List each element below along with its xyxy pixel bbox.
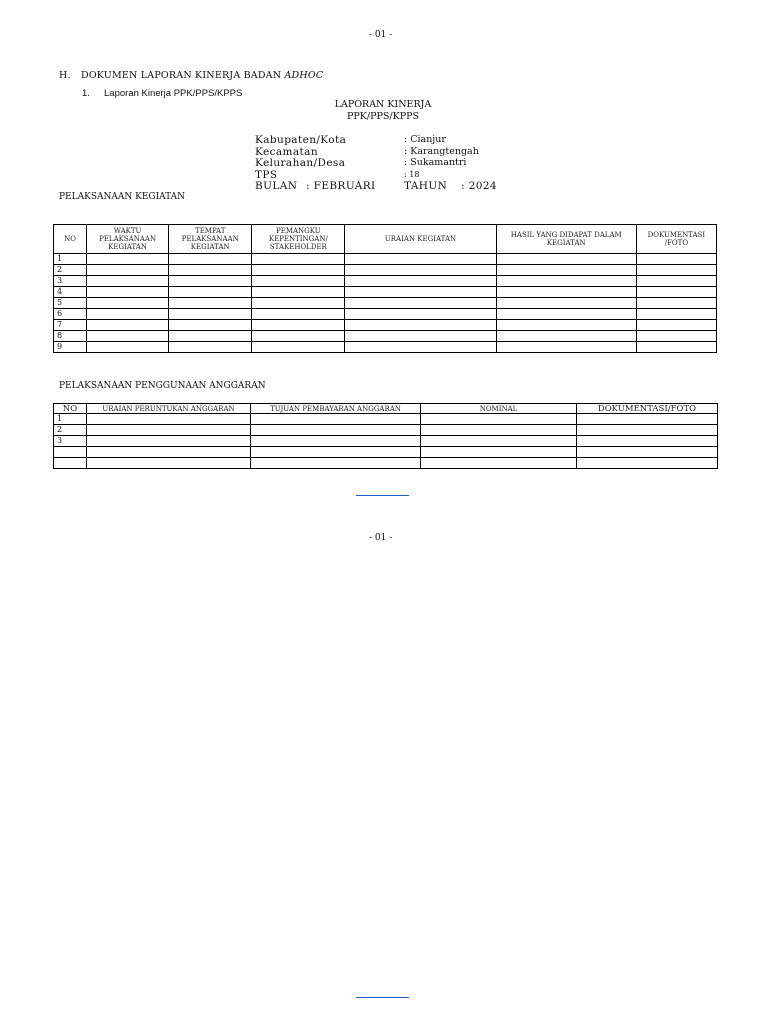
table-cell[interactable] bbox=[87, 287, 169, 298]
table-row bbox=[54, 265, 717, 276]
table-cell[interactable] bbox=[636, 276, 716, 287]
table-cell[interactable] bbox=[421, 425, 577, 436]
table-cell[interactable] bbox=[252, 265, 345, 276]
bulan-label: BULAN bbox=[255, 180, 298, 192]
table-cell[interactable] bbox=[87, 436, 251, 447]
table-cell[interactable] bbox=[252, 342, 345, 353]
table-cell[interactable] bbox=[252, 254, 345, 265]
table-cell[interactable] bbox=[421, 458, 577, 469]
table-row bbox=[54, 458, 718, 469]
table-cell[interactable] bbox=[87, 331, 169, 342]
kegiatan-table bbox=[53, 224, 717, 353]
table-cell[interactable] bbox=[345, 342, 496, 353]
table-cell[interactable] bbox=[251, 414, 421, 425]
row-number bbox=[54, 447, 87, 458]
kegiatan-header-tempat: TEMPAT PELAKSANAAN KEGIATAN bbox=[169, 225, 252, 254]
table-cell[interactable] bbox=[87, 342, 169, 353]
table-row bbox=[54, 342, 717, 353]
anggaran-header-tujuan: TUJUAN PEMBAYARAN ANGGARAN bbox=[251, 404, 421, 414]
table-cell[interactable] bbox=[345, 309, 496, 320]
table-cell[interactable] bbox=[577, 447, 718, 458]
section-title-italic: ADHOC bbox=[284, 70, 324, 81]
table-cell[interactable] bbox=[577, 436, 718, 447]
table-cell[interactable] bbox=[496, 342, 636, 353]
table-cell[interactable] bbox=[169, 320, 252, 331]
table-cell[interactable] bbox=[251, 425, 421, 436]
table-cell[interactable] bbox=[421, 447, 577, 458]
table-cell[interactable] bbox=[345, 320, 496, 331]
table-row bbox=[54, 331, 717, 342]
table-cell[interactable] bbox=[636, 309, 716, 320]
tahun-value: : 2024 bbox=[461, 180, 497, 192]
info-value-tps: : 18 bbox=[404, 170, 420, 179]
table-cell[interactable] bbox=[87, 458, 251, 469]
anggaran-header-dokumentasi: DOKUMENTASI/FOTO bbox=[577, 404, 718, 414]
table-row bbox=[54, 298, 717, 309]
section-title-text: DOKUMEN LAPORAN KINERJA BADAN bbox=[81, 70, 282, 81]
kegiatan-header-pemangku: PEMANGKU KEPENTINGAN/ STAKEHOLDER bbox=[252, 225, 345, 254]
table-cell[interactable] bbox=[496, 287, 636, 298]
table-cell[interactable] bbox=[87, 309, 169, 320]
table-cell[interactable] bbox=[169, 331, 252, 342]
table-row bbox=[54, 254, 717, 265]
info-value-kecamatan: : Karangtengah bbox=[404, 146, 479, 157]
kegiatan-header-uraian: URAIAN KEGIATAN bbox=[345, 225, 496, 254]
row-number bbox=[54, 458, 87, 469]
table-cell[interactable] bbox=[169, 309, 252, 320]
table-cell[interactable] bbox=[251, 458, 421, 469]
table-cell[interactable] bbox=[87, 447, 251, 458]
table-cell[interactable] bbox=[87, 320, 169, 331]
kegiatan-header-hasil: HASIL YANG DIDAPAT DALAM KEGIATAN bbox=[496, 225, 636, 254]
page-number-bottom: - 01 - bbox=[369, 533, 393, 543]
table-cell[interactable] bbox=[169, 265, 252, 276]
table-cell[interactable] bbox=[345, 331, 496, 342]
table-cell[interactable] bbox=[169, 342, 252, 353]
table-cell[interactable] bbox=[636, 342, 716, 353]
row-number: 9 bbox=[54, 342, 87, 353]
table-cell[interactable] bbox=[87, 414, 251, 425]
bulan-value: : FEBRUARI bbox=[306, 180, 376, 192]
row-number: 3 bbox=[54, 436, 87, 447]
table-row bbox=[54, 287, 717, 298]
page-number-top: - 01 - bbox=[369, 30, 393, 40]
anggaran-table bbox=[53, 403, 718, 469]
info-value-kabupaten: : Cianjur bbox=[404, 134, 446, 145]
table-cell[interactable] bbox=[577, 458, 718, 469]
table-row bbox=[54, 276, 717, 287]
table-cell[interactable] bbox=[577, 414, 718, 425]
table-cell[interactable] bbox=[252, 331, 345, 342]
table-cell[interactable] bbox=[87, 425, 251, 436]
info-label-kelurahan: Kelurahan/Desa bbox=[255, 157, 346, 169]
table-cell[interactable] bbox=[636, 298, 716, 309]
row-number: 5 bbox=[54, 298, 87, 309]
table-row bbox=[54, 309, 717, 320]
table-cell[interactable] bbox=[345, 276, 496, 287]
item-number: 1. bbox=[82, 88, 90, 99]
table-cell[interactable] bbox=[169, 287, 252, 298]
table-cell[interactable] bbox=[496, 254, 636, 265]
table-cell[interactable] bbox=[345, 287, 496, 298]
section-title bbox=[81, 70, 323, 81]
table-cell[interactable] bbox=[496, 331, 636, 342]
table-cell[interactable] bbox=[87, 254, 169, 265]
section-letter: H. bbox=[59, 70, 71, 81]
table-cell[interactable] bbox=[421, 436, 577, 447]
anggaran-header-uraian: URAIAN PERUNTUKAN ANGGARAN bbox=[87, 404, 251, 414]
kegiatan-header-no: NO bbox=[54, 225, 87, 254]
row-number: 3 bbox=[54, 276, 87, 287]
anggaran-header-no: NO bbox=[54, 404, 87, 414]
table-cell[interactable] bbox=[636, 287, 716, 298]
table-cell[interactable] bbox=[345, 254, 496, 265]
table-cell[interactable] bbox=[421, 414, 577, 425]
row-number: 2 bbox=[54, 265, 87, 276]
info-value-kelurahan: : Sukamantri bbox=[404, 157, 467, 168]
table-row bbox=[54, 320, 717, 331]
table-cell[interactable] bbox=[87, 276, 169, 287]
table-cell[interactable] bbox=[169, 276, 252, 287]
table-cell[interactable] bbox=[345, 298, 496, 309]
table-cell[interactable] bbox=[252, 298, 345, 309]
table-cell[interactable] bbox=[87, 298, 169, 309]
table-cell[interactable] bbox=[636, 320, 716, 331]
kegiatan-heading: PELAKSANAAN KEGIATAN bbox=[59, 192, 186, 202]
row-number: 7 bbox=[54, 320, 87, 331]
table-cell[interactable] bbox=[252, 276, 345, 287]
row-number: 8 bbox=[54, 331, 87, 342]
table-cell[interactable] bbox=[636, 254, 716, 265]
table-cell[interactable] bbox=[251, 436, 421, 447]
row-number: 6 bbox=[54, 309, 87, 320]
table-cell[interactable] bbox=[636, 331, 716, 342]
page-break-link[interactable] bbox=[356, 495, 409, 496]
anggaran-header-nominal: NOMINAL bbox=[421, 404, 577, 414]
footer-link[interactable] bbox=[356, 997, 409, 998]
kegiatan-header-dokumentasi: DOKUMENTASI /FOTO bbox=[636, 225, 716, 254]
table-cell[interactable] bbox=[251, 447, 421, 458]
table-cell[interactable] bbox=[87, 265, 169, 276]
table-cell[interactable] bbox=[496, 298, 636, 309]
info-label-tps: TPS bbox=[255, 169, 278, 181]
table-cell[interactable] bbox=[169, 298, 252, 309]
table-cell[interactable] bbox=[496, 265, 636, 276]
table-row bbox=[54, 447, 718, 458]
info-label-kabupaten: Kabupaten/Kota bbox=[255, 134, 347, 146]
table-cell[interactable] bbox=[345, 265, 496, 276]
table-cell[interactable] bbox=[252, 287, 345, 298]
table-row bbox=[54, 425, 718, 436]
row-number: 4 bbox=[54, 287, 87, 298]
row-number: 2 bbox=[54, 425, 87, 436]
table-cell[interactable] bbox=[496, 276, 636, 287]
table-cell[interactable] bbox=[252, 309, 345, 320]
table-row bbox=[54, 436, 718, 447]
table-cell[interactable] bbox=[577, 425, 718, 436]
table-cell[interactable] bbox=[252, 320, 345, 331]
table-cell[interactable] bbox=[169, 254, 252, 265]
tahun-label: TAHUN bbox=[404, 180, 448, 192]
report-title-line2: PPK/PPS/KPPS bbox=[347, 111, 419, 122]
anggaran-header-row bbox=[54, 404, 718, 414]
row-number: 1 bbox=[54, 414, 87, 425]
table-cell[interactable] bbox=[496, 309, 636, 320]
row-number: 1 bbox=[54, 254, 87, 265]
report-title-line1: LAPORAN KINERJA bbox=[334, 99, 432, 110]
table-cell[interactable] bbox=[636, 265, 716, 276]
table-row bbox=[54, 414, 718, 425]
info-label-kecamatan: Kecamatan bbox=[255, 146, 318, 158]
kegiatan-header-row bbox=[54, 225, 717, 254]
item-label: Laporan Kinerja PPK/PPS/KPPS bbox=[104, 88, 243, 99]
table-cell[interactable] bbox=[496, 320, 636, 331]
kegiatan-header-waktu: WAKTU PELAKSANAAN KEGIATAN bbox=[87, 225, 169, 254]
anggaran-heading: PELAKSANAAN PENGGUNAAN ANGGARAN bbox=[59, 381, 266, 391]
